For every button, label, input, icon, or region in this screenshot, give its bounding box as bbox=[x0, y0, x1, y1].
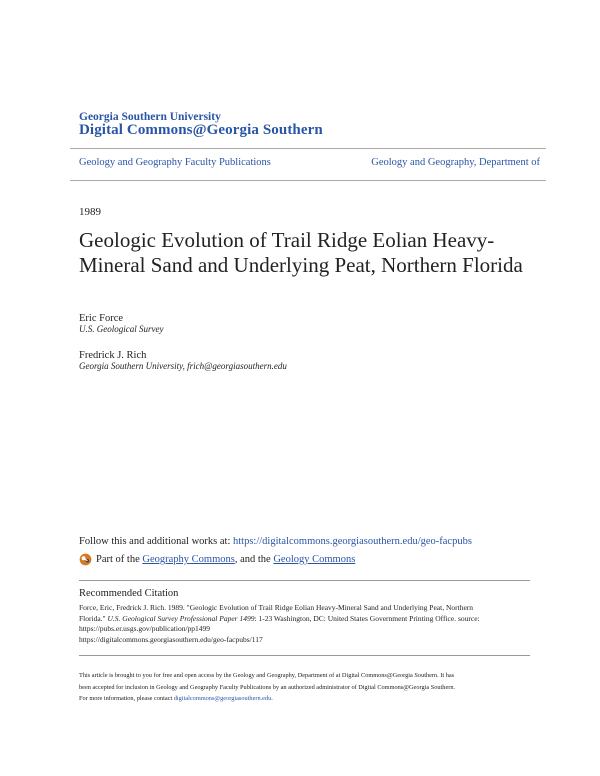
footer-divider bbox=[79, 655, 530, 656]
geology-commons-link[interactable]: Geology Commons bbox=[273, 554, 356, 565]
contact-email-link[interactable]: digitalcommons@georgiasouthern.edu bbox=[173, 695, 272, 702]
author-affiliation: U.S. Geological Survey bbox=[79, 324, 164, 334]
citation-divider bbox=[79, 580, 530, 581]
collection-url-link[interactable]: https://digitalcommons.georgiasouthern.edu/geo-facpubs bbox=[233, 536, 472, 547]
citation-heading: Recommended Citation bbox=[79, 588, 179, 599]
citation-text bbox=[79, 603, 529, 645]
author-block bbox=[79, 350, 287, 371]
citation-source-url: https://pubs.er.usgs.gov/publication/pp1499 bbox=[79, 624, 211, 633]
network-commons-icon bbox=[79, 553, 92, 566]
follow-label: Follow this and additional works at: bbox=[79, 536, 233, 547]
citation-text-part: Florida." bbox=[79, 613, 108, 623]
geography-commons-link[interactable]: Geography Commons bbox=[142, 554, 235, 565]
citation-line: Force, Eric, Fredrick J. Rich. 1989. "Geologic Evolution of Trail Ridge Eolian Heavy-Mineral Sand and Underlying Peat, Northern bbox=[79, 603, 474, 612]
follow-line bbox=[79, 536, 472, 547]
series-link[interactable]: Geology and Geography Faculty Publications bbox=[79, 157, 271, 168]
citation-line bbox=[79, 614, 529, 625]
part-of-separator: , and the bbox=[234, 554, 271, 565]
author-block bbox=[79, 313, 163, 334]
citation-journal: U.S. Geological Survey Professional Paper 1499 bbox=[107, 613, 255, 623]
publication-year: 1989 bbox=[79, 206, 101, 218]
part-of-label: Part of the bbox=[96, 554, 140, 565]
author-name: Eric Force bbox=[79, 313, 124, 324]
footer-line: been accepted for inclusion in Geology and Geography Faculty Publications by an authorized administrator of Digital Commons@Georgia Southern. bbox=[79, 683, 456, 691]
header-divider-bottom bbox=[70, 180, 546, 181]
department-link[interactable]: Geology and Geography, Department of bbox=[371, 157, 540, 168]
footer-period: . bbox=[271, 695, 273, 702]
footer-line bbox=[79, 693, 534, 705]
footer-contact-label: For more information, please contact bbox=[79, 695, 174, 702]
footer-notice bbox=[79, 670, 534, 705]
citation-text-part: : 1-23 Washington, DC: United States Government Printing Office. source: bbox=[254, 613, 480, 623]
paper-title: Geologic Evolution of Trail Ridge Eolian Heavy-Mineral Sand and Underlying Peat, Northern Florida bbox=[79, 228, 523, 277]
citation-permalink[interactable]: https://digitalcommons.georgiasouthern.edu/geo-facpubs/117 bbox=[79, 634, 263, 644]
repository-name[interactable]: Digital Commons@Georgia Southern bbox=[79, 122, 323, 138]
institution-name: Georgia Southern University bbox=[79, 111, 221, 123]
footer-line: This article is brought to you for free and open access by the Geology and Geography, Department of at Digital Commons@Georgia Southern. It has bbox=[79, 672, 455, 679]
author-name: Fredrick J. Rich bbox=[79, 350, 147, 361]
author-affiliation: Georgia Southern University, frich@georgiasouthern.edu bbox=[79, 361, 287, 371]
part-of-line bbox=[79, 553, 355, 566]
header-divider-top bbox=[70, 148, 546, 149]
